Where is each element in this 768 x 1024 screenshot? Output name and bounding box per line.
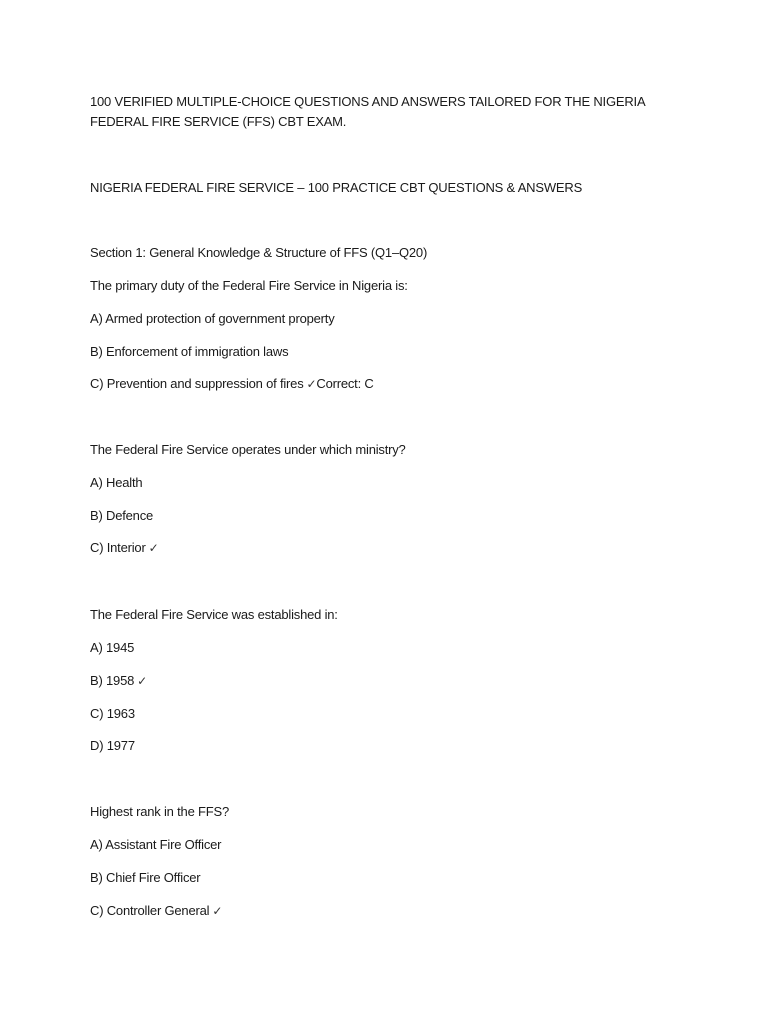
option-text: C) Prevention and suppression of fires (90, 376, 304, 391)
option-item-correct (90, 374, 374, 394)
document-intro: 100 VERIFIED MULTIPLE-CHOICE QUESTIONS AND ANSWERS TAILORED FOR THE NIGERIA FEDERAL FIRE SERVICE (FFS) CBT EXAM. (90, 94, 645, 129)
question-text: The Federal Fire Service was established in: (90, 607, 338, 622)
check-mark-icon: ✓ (306, 377, 317, 391)
question-text: The primary duty of the Federal Fire Service in Nigeria is: (90, 278, 408, 293)
option-item-correct (90, 671, 147, 691)
check-mark-icon: ✓ (148, 541, 159, 555)
option-item: B) Defence (90, 508, 154, 523)
option-item: A) Armed protection of government property (90, 311, 335, 326)
question-text: Highest rank in the FFS? (90, 804, 229, 819)
option-item: A) 1945 (90, 640, 135, 655)
option-text: B) 1958 (90, 673, 135, 688)
option-item-correct (90, 538, 158, 558)
option-text: C) Interior (90, 540, 146, 555)
option-item: A) Assistant Fire Officer (90, 837, 222, 852)
option-item: C) 1963 (90, 706, 135, 721)
option-text: C) Controller General (90, 903, 210, 918)
check-mark-icon: ✓ (212, 904, 223, 918)
option-item: D) 1977 (90, 738, 135, 753)
option-item: A) Health (90, 475, 143, 490)
option-item: B) Chief Fire Officer (90, 870, 201, 885)
check-mark-icon: ✓ (137, 674, 147, 688)
section-title: Section 1: General Knowledge & Structure of FFS (Q1–Q20) (90, 245, 428, 260)
document-heading: NIGERIA FEDERAL FIRE SERVICE – 100 PRACTICE CBT QUESTIONS & ANSWERS (90, 180, 583, 195)
question-text: The Federal Fire Service operates under which ministry? (90, 442, 406, 457)
option-item: B) Enforcement of immigration laws (90, 344, 289, 359)
option-item-correct (90, 901, 222, 921)
answer-note: Correct: C (316, 376, 374, 391)
